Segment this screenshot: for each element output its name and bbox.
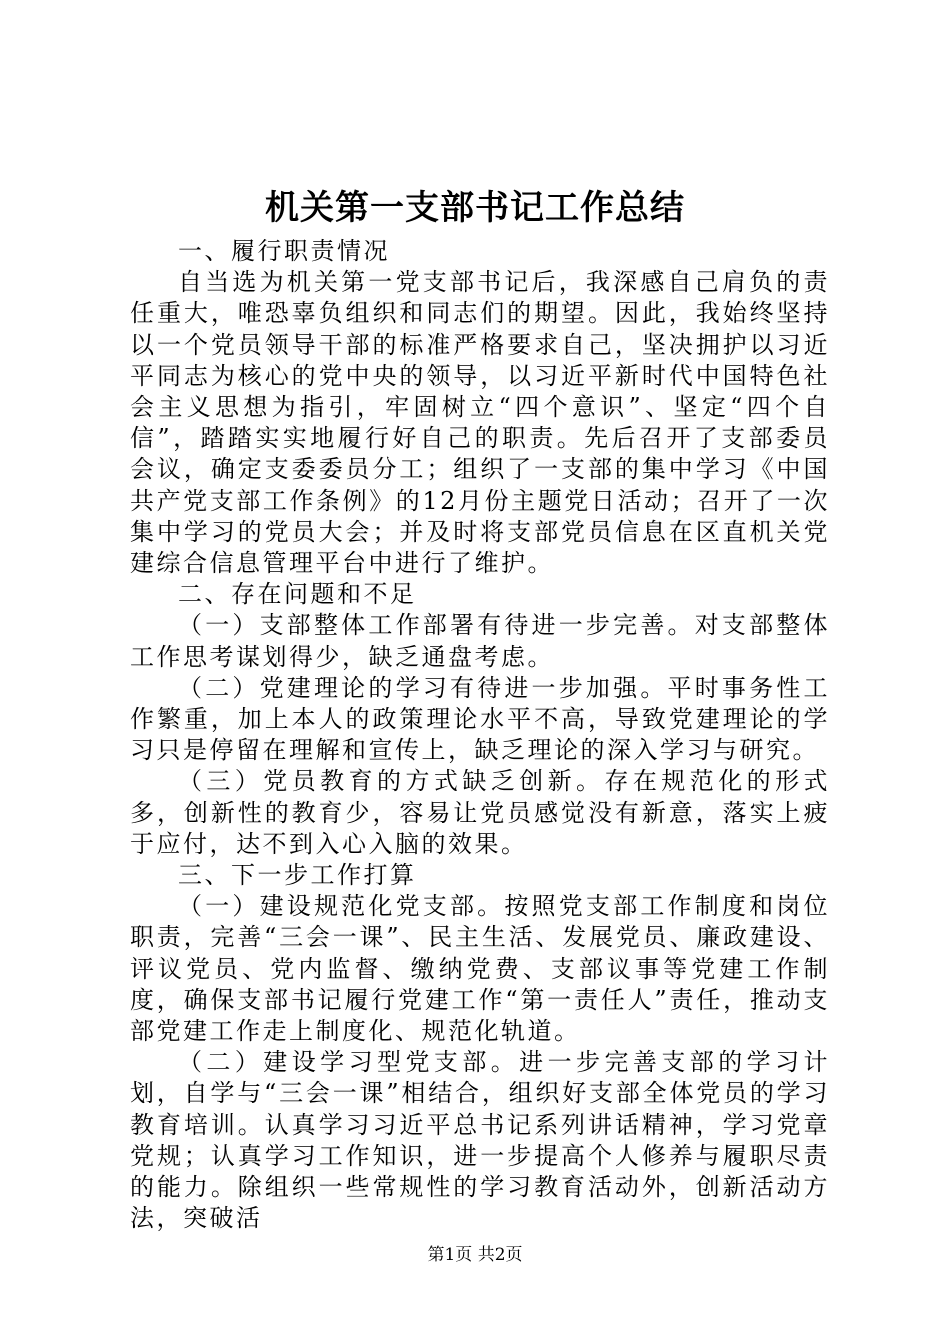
paragraph: （二）党建理论的学习有待进一步加强。平时事务性工作繁重，加上本人的政策理论水平不高，导致党建理论的学习只是停留在理解和宣传上，缺乏理论的深入学习与研究。 bbox=[130, 673, 830, 765]
section-heading: 二、存在问题和不足 bbox=[178, 580, 417, 609]
document-body bbox=[130, 236, 830, 1235]
paragraph: 自当选为机关第一党支部书记后，我深感自己肩负的责任重大，唯恐辜负组织和同志们的期望。因此，我始终坚持以一个党员领导干部的标准严格要求自己，坚决拥护以习近平同志为核心的党中央的领导，以习近平新时代中国特色社会主义思想为指引，牢固树立“四个意识”、坚定“四个自信”，踏踏实实地履行好自己的职责。先后召开了支部委员会议，确定支委委员分工；组织了一支部的集中学习《中国共产党支部工作条例》的12月份主题党日活动；召开了一次集中学习的党员大会；并及时将支部党员信息在区直机关党建综合信息管理平台中进行了维护。 bbox=[130, 268, 830, 578]
section-heading: 三、下一步工作打算 bbox=[178, 861, 417, 890]
section-heading: 一、履行职责情况 bbox=[178, 237, 390, 265]
page-footer: 第1页 共2页 bbox=[427, 1245, 523, 1265]
paragraph: （二）建设学习型党支部。进一步完善支部的学习计划，自学与“三会一课”相结合，组织好支部全体党员的学习教育培训。认真学习习近平总书记系列讲话精神，学习党章党规；认真学习工作知识，进一步提高个人修养与履职尽责的能力。除组织一些常规性的学习教育活动外，创新活动方法，突破活 bbox=[130, 1048, 830, 1233]
paragraph: （一）支部整体工作部署有待进一步完善。对支部整体工作思考谋划得少，缺乏通盘考虑。 bbox=[130, 611, 830, 671]
paragraph: （三）党员教育的方式缺乏创新。存在规范化的形式多，创新性的教育少，容易让党员感觉没有新意，落实上疲于应付，达不到入心入脑的效果。 bbox=[130, 767, 830, 858]
paragraph: （一）建设规范化党支部。按照党支部工作制度和岗位职责，完善“三会一课”、民主生活、发展党员、廉政建设、评议党员、党内监督、缴纳党费、支部议事等党建工作制度，确保支部书记履行党建工作“第一责任人”责任，推动支部党建工作走上制度化、规范化轨道。 bbox=[130, 892, 830, 1046]
document-title: 机关第一支部书记工作总结 bbox=[265, 188, 685, 228]
